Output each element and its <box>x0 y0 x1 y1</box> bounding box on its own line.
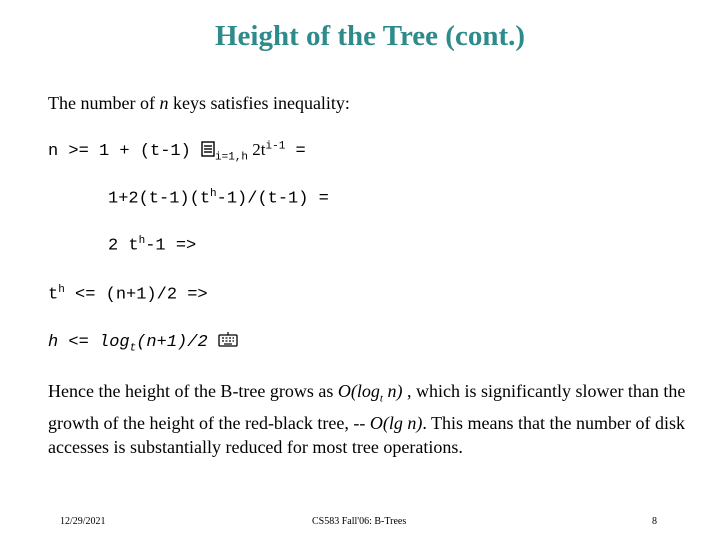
intro-text <box>48 93 350 114</box>
eq1-term: 2t <box>248 140 266 159</box>
eq3-sup: h <box>138 235 146 247</box>
equation-line-1 <box>48 140 306 163</box>
eq5-a: h <= log <box>48 333 130 352</box>
intro-before: The number of <box>48 93 160 113</box>
keyboard-icon <box>218 332 238 348</box>
eq4-b: <= (n+1)/2 => <box>64 285 208 305</box>
conclusion-paragraph <box>48 379 688 459</box>
footer-page-number: 8 <box>652 516 657 527</box>
eq1-sub: i=1,h <box>215 151 249 164</box>
eq1-tail: = <box>285 142 306 161</box>
eq4-sup: h <box>58 284 65 296</box>
eq2-b: -1)/(t-1) = <box>216 189 329 209</box>
intro-after: keys satisfies inequality: <box>168 93 350 113</box>
equation-line-2 <box>108 188 329 209</box>
eq1-sup: i-1 <box>265 140 286 153</box>
equation-line-4 <box>48 284 208 305</box>
summation-box-icon <box>201 141 215 157</box>
equation-line-3 <box>108 235 196 256</box>
slide-title: Height of the Tree (cont.) <box>214 20 526 52</box>
para-part-1: Hence the height of the B-tree grows as <box>48 381 338 401</box>
eq5-b: (n+1)/2 <box>136 333 218 352</box>
eq2-sup: h <box>210 188 217 200</box>
intro-var: n <box>159 93 169 113</box>
para-o1-sub: t <box>379 392 383 405</box>
footer-course: CS583 Fall'06: B-Trees <box>312 516 407 527</box>
para-o1-a: O(log <box>337 381 380 401</box>
para-part-2: , which is significantly slower than the growth of the height of the red-black tree, -- <box>48 381 686 433</box>
eq1-lhs: n >= 1 + (t-1) <box>48 142 202 161</box>
eq5-sub: t <box>129 342 137 355</box>
eq3-a: 2 t <box>108 236 139 256</box>
para-o1 <box>337 381 403 405</box>
eq4-a: t <box>48 285 59 305</box>
para-o2: O(lg n) <box>369 412 423 433</box>
para-part-3: . This means that the number of disk accesses is substantially reduced for most tree operations. <box>48 412 686 457</box>
footer-date: 12/29/2021 <box>60 516 106 527</box>
equation-line-5 <box>48 332 238 354</box>
eq3-b: -1 => <box>145 236 197 256</box>
para-o1-b: n) <box>382 381 403 401</box>
eq2-a: 1+2(t-1)(t <box>108 189 211 209</box>
